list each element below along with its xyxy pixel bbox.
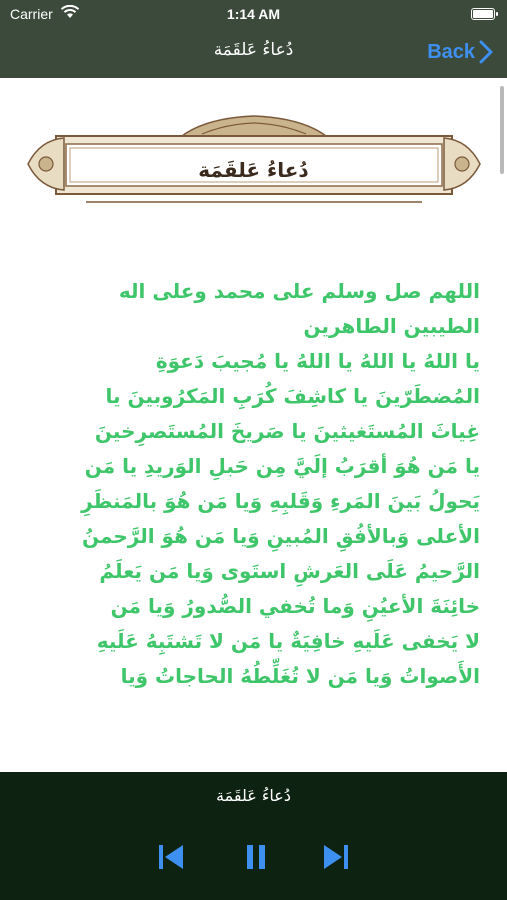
prayer-line: الطيبين الطاهرين: [303, 314, 480, 338]
back-label: Back: [427, 40, 475, 63]
chevron-right-icon: [479, 40, 493, 64]
player-title: دُعاءُ عَلقَمَة: [216, 786, 291, 805]
top-bar: [0, 0, 507, 78]
prayer-line: لا يَخفى عَلَيهِ خافِيَةٌ يا مَن لا تَشتَبِهُ عَلَيهِ: [96, 629, 480, 653]
prayer-line: الأعلى وَبالأفُقِ المُبينِ وَيا مَن هُوَ الرَّحمنُ: [81, 524, 480, 548]
content-scroll-area[interactable]: [0, 80, 507, 772]
carrier-label: Carrier: [10, 6, 53, 22]
clock: 1:14 AM: [226, 6, 281, 22]
page-title: دُعاءُ عَلقَمَة: [213, 40, 294, 60]
scroll-indicator[interactable]: [500, 86, 504, 174]
prayer-line: يا مَن هُوَ أقرَبُ إلَيَّ مِن حَبلِ الوَريدِ يا مَن: [84, 454, 480, 478]
audio-player: [0, 772, 507, 900]
frame-title: دُعاءُ عَلقَمَة: [198, 158, 309, 182]
prayer-line: خائِنَةَ الأعيُنِ وَما تُخفي الصُّدورُ وَيا مَن: [110, 594, 480, 618]
prayer-line: غِياثَ المُستَغيثينَ يا صَريخَ المُستَصرِخينَ: [94, 419, 480, 443]
back-button[interactable]: [427, 38, 493, 66]
prayer-line: اللهم صل وسلم على محمد وعلى اله: [118, 279, 480, 303]
previous-icon[interactable]: [157, 842, 185, 872]
next-icon[interactable]: [322, 842, 350, 872]
battery-icon: [471, 8, 495, 20]
prayer-line: الأَصواتُ وَيا مَن لا تُغَلِّطُهُ الحاجاتُ وَيا: [120, 664, 480, 688]
pause-icon[interactable]: [242, 842, 270, 872]
prayer-line: المُضطَرّينَ يا كاشِفَ كُرَبِ المَكرُوبينَ يا: [105, 384, 480, 408]
prayer-line: يَحولُ بَينَ المَرءِ وَقَلبِهِ وَيا مَن هُوَ بالمَنظَرِ: [81, 489, 480, 513]
prayer-text: [28, 274, 480, 694]
prayer-line: الرَّحيمُ عَلَى العَرشِ استَوى وَيا مَن يَعلَمُ: [99, 559, 480, 583]
status-bar: [0, 0, 507, 28]
prayer-line: يا اللهُ يا اللهُ يا اللهُ يا مُجيبَ دَعوَةِ: [155, 349, 480, 373]
